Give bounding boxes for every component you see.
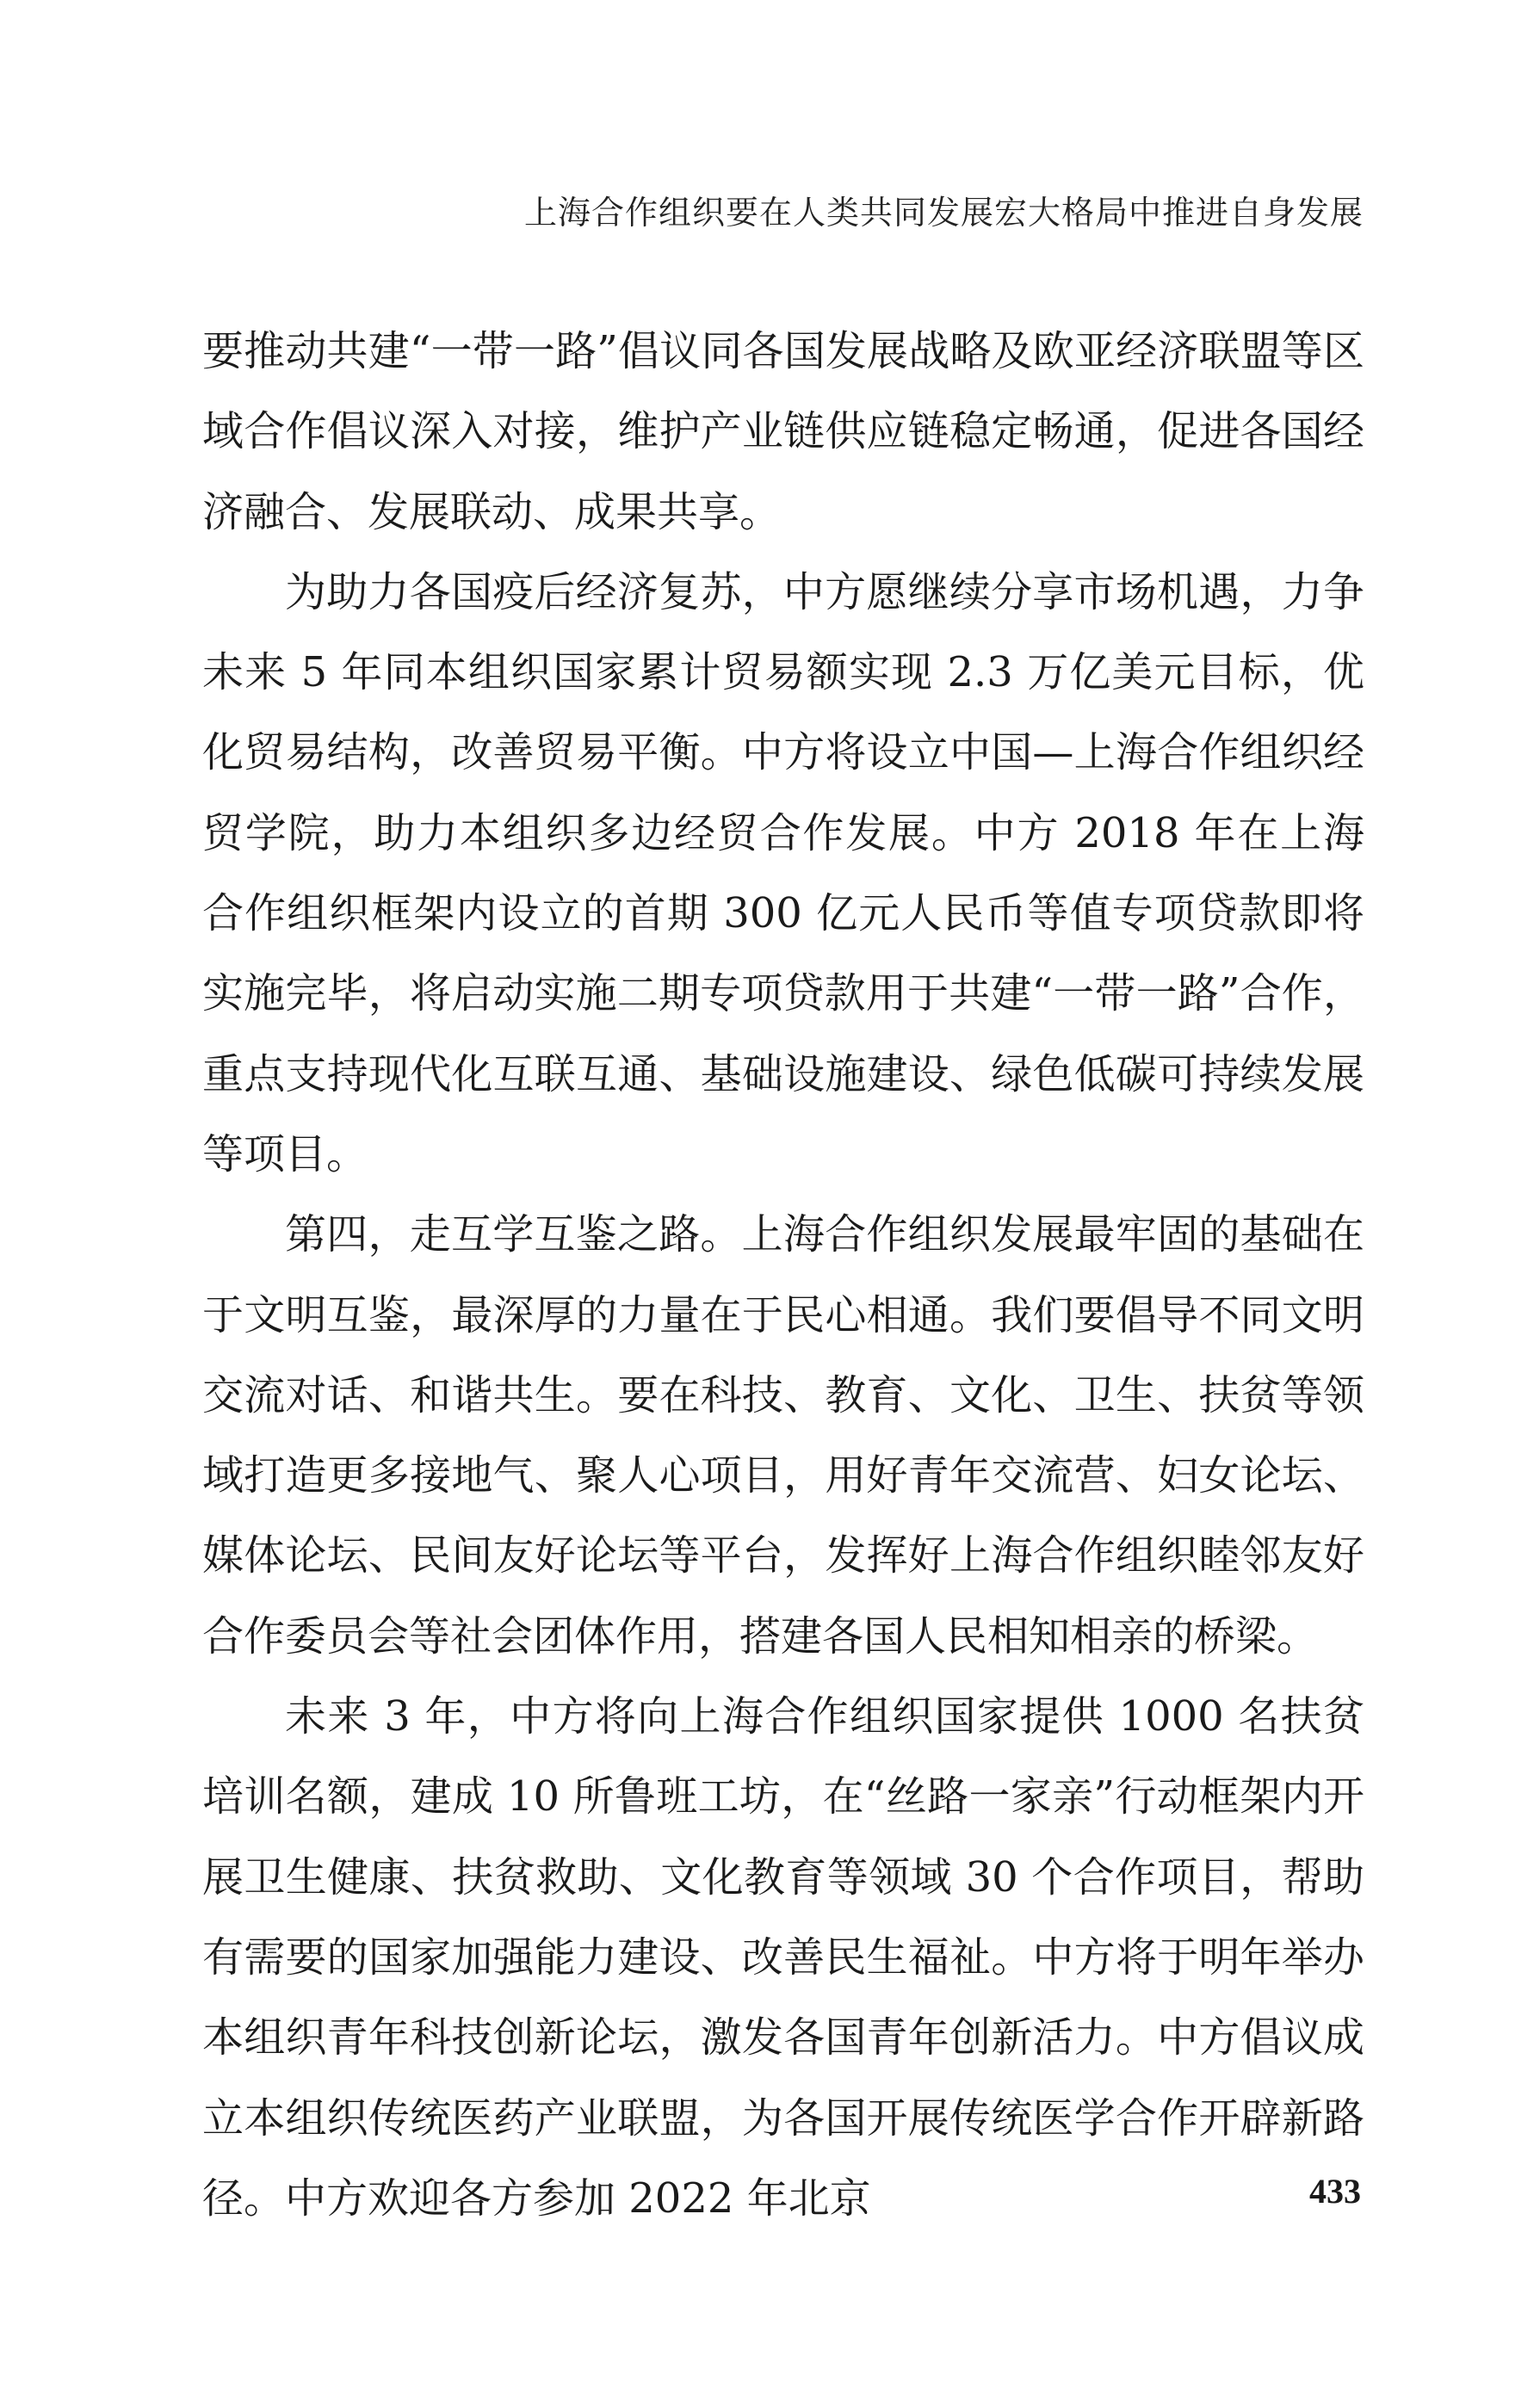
- page-number: 433: [1309, 2172, 1361, 2211]
- paragraph-1: 要推动共建“一带一路”倡议同各国发展战略及欧亚经济联盟等区域合作倡议深入对接，维护产业链供应链稳定畅通，促进各国经济融合、发展联动、成果共享。: [202, 327, 1364, 536]
- running-header: 上海合作组织要在人类共同发展宏大格局中推进自身发展: [523, 194, 1364, 232]
- paragraph-4: 未来 3 年，中方将向上海合作组织国家提供 1000 名扶贫培训名额，建成 10 所鲁班工坊，在“丝路一家亲”行动框架内开展卫生健康、扶贫救助、文化教育等领域 30 个合作项目，帮助有需要的国家加强能力建设、改善民生福祉。中方将于明年举办本组织青年科技创新论坛，激发各国青年创新活力。中方倡议成立本组织传统医药产业联盟，为各国开展传统医学合作开辟新路径。中方欢迎各方参加 2022 年北京: [202, 1692, 1364, 2223]
- body-text: [202, 312, 1364, 2239]
- paragraph-2: 为助力各国疫后经济复苏，中方愿继续分享市场机遇，力争未来 5 年同本组织国家累计贸易额实现 2.3 万亿美元目标，优化贸易结构，改善贸易平衡。中方将设立中国—上海合作组织经贸学院，助力本组织多边经贸合作发展。中方 2018 年在上海合作组织框架内设立的首期 300 亿元人民币等值专项贷款即将实施完毕，将启动实施二期专项贷款用于共建“一带一路”合作，重点支持现代化互联互通、基础设施建设、绿色低碳可持续发展等项目。: [202, 567, 1364, 1178]
- paragraph-3: 第四，走互学互鉴之路。上海合作组织发展最牢固的基础在于文明互鉴，最深厚的力量在于民心相通。我们要倡导不同文明交流对话、和谐共生。要在科技、教育、文化、卫生、扶贫等领域打造更多接地气、聚人心项目，用好青年交流营、妇女论坛、媒体论坛、民间友好论坛等平台，发挥好上海合作组织睦邻友好合作委员会等社会团体作用，搭建各国人民相知相亲的桥梁。: [202, 1210, 1364, 1660]
